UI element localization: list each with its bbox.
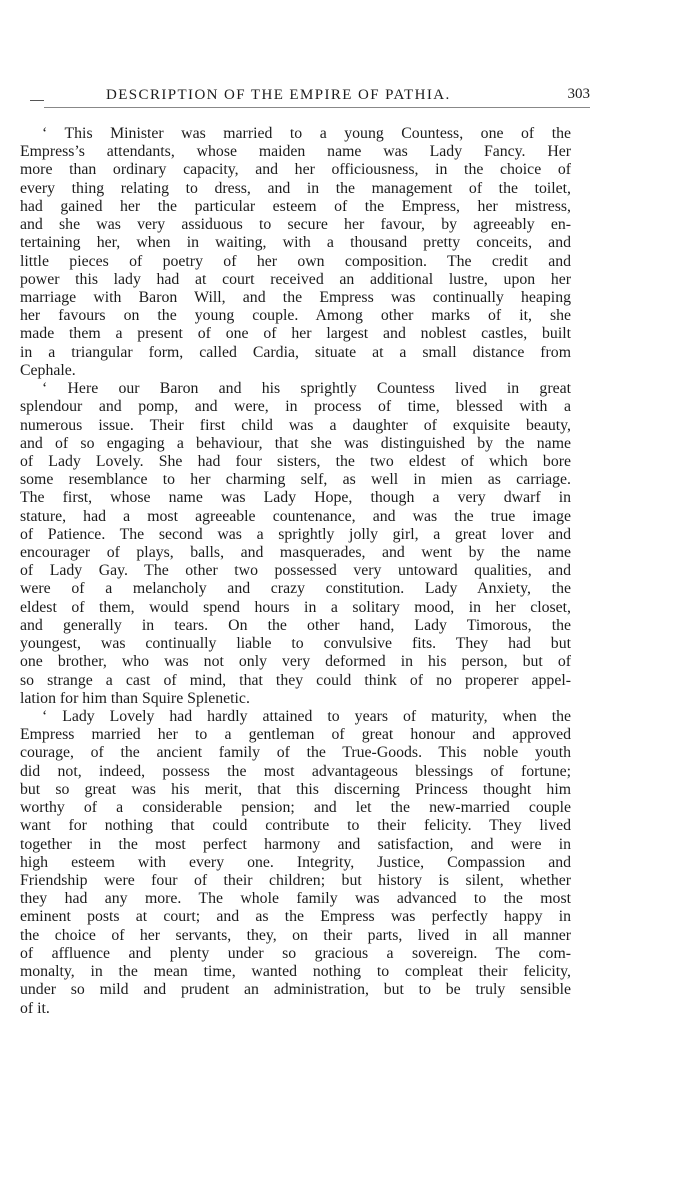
text-line: little pieces of poetry of her own composition. The credit and (20, 252, 571, 270)
text-line: ‘ This Minister was married to a young Countess, one of the (42, 125, 571, 142)
text-line: were of a melancholy and crazy constitution. Lady Anxiety, the (20, 580, 571, 598)
text-line: marriage with Baron Will, and the Empress was continually heaping (20, 288, 571, 306)
text-line: The first, whose name was Lady Hope, though a very dwarf in (20, 489, 571, 507)
text-line: monalty, in the mean time, wanted nothing to compleat their felicity, (20, 963, 571, 981)
text-line: one brother, who was not only very deformed in his person, but of (20, 653, 571, 671)
text-line: numerous issue. Their first child was a daughter of exquisite beauty, (20, 416, 571, 434)
text-line: of Patience. The second was a sprightly jolly girl, a great lover and (20, 525, 571, 543)
body-text (20, 125, 571, 1018)
text-line: want for nothing that could contribute to their felicity. They lived (20, 817, 571, 835)
paragraph-baron-and-countess (20, 380, 571, 708)
header-dash (30, 100, 44, 101)
text-line: encourager of plays, balls, and masquerades, and went by the name (20, 544, 571, 562)
text-line: some resemblance to her charming self, as well in mien as carriage. (20, 471, 571, 489)
paragraph-minister-married (20, 125, 571, 380)
text-line: youngest, was continually liable to convulsive fits. They had but (20, 635, 571, 653)
page-header (30, 86, 590, 108)
text-line: ‘ Lady Lovely had hardly attained to years of maturity, when the (42, 708, 571, 725)
text-line: high esteem with every one. Integrity, Justice, Compassion and (20, 853, 571, 871)
text-line: of Lady Lovely. She had four sisters, the two eldest of which bore (20, 452, 571, 470)
text-line: of it. (20, 999, 50, 1017)
text-line: made them a present of one of her largest and noblest castles, built (20, 325, 571, 343)
text-line: the choice of her servants, they, on their parts, lived in all manner (20, 926, 571, 944)
header-rule (44, 107, 590, 108)
text-line: Empress’s attendants, whose maiden name was Lady Fancy. Her (20, 143, 571, 161)
text-line: had gained her the particular esteem of the Empress, her mistress, (20, 197, 571, 215)
text-line: stature, had a most agreeable countenance, and was the true image (20, 507, 571, 525)
text-line: of Lady Gay. The other two possessed very untoward qualities, and (20, 562, 571, 580)
text-line: her favours on the young couple. Among other marks of it, she (20, 307, 571, 325)
text-line: did not, indeed, possess the most advantageous blessings of fortune; (20, 762, 571, 780)
text-line: under so mild and prudent an administration, but to be truly sensible (20, 981, 571, 999)
text-line: and of so engaging a behaviour, that she was distinguished by the name (20, 434, 571, 452)
text-line: ‘ Here our Baron and his sprightly Countess lived in great (42, 380, 571, 398)
text-line: worthy of a considerable pension; and let the new-married couple (20, 799, 571, 817)
text-line: together in the most perfect harmony and satisfaction, and were in (20, 835, 571, 853)
page-number: 303 (567, 86, 590, 102)
text-line: so strange a cast of mind, that they could think of no properer appel- (20, 671, 571, 689)
text-line: of affluence and plenty under so gracious a sovereign. The com- (20, 944, 571, 962)
text-line: courage, of the ancient family of the True-Goods. This noble youth (20, 744, 571, 762)
running-title: DESCRIPTION OF THE EMPIRE OF PATHIA. (106, 87, 451, 103)
text-line: Cephale. (20, 361, 76, 379)
text-line: more than ordinary capacity, and her officiousness, in the choice of (20, 161, 571, 179)
text-line: but so great was his merit, that this discerning Princess thought him (20, 780, 571, 798)
text-line: tertaining her, when in waiting, with a thousand pretty conceits, and (20, 234, 571, 252)
text-line: and she was very assiduous to secure her favour, by agreeably en- (20, 216, 571, 234)
text-line: lation for him than Squire Splenetic. (20, 689, 250, 707)
text-line: they had any more. The whole family was advanced to the most (20, 890, 571, 908)
text-line: eminent posts at court; and as the Empress was perfectly happy in (20, 908, 571, 926)
text-line: and generally in tears. On the other hand, Lady Timorous, the (20, 616, 571, 634)
text-line: eldest of them, would spend hours in a solitary mood, in her closet, (20, 598, 571, 616)
text-line: splendour and pomp, and were, in process of time, blessed with a (20, 398, 571, 416)
text-line: in a triangular form, called Cardia, situate at a small distance from (20, 343, 571, 361)
text-line: power this lady had at court received an additional lustre, upon her (20, 270, 571, 288)
paragraph-lady-lovely-married (20, 708, 571, 1018)
text-line: every thing relating to dress, and in the management of the toilet, (20, 179, 571, 197)
text-line: Empress married her to a gentleman of great honour and approved (20, 726, 571, 744)
text-line: Friendship were four of their children; but history is silent, whether (20, 871, 571, 889)
